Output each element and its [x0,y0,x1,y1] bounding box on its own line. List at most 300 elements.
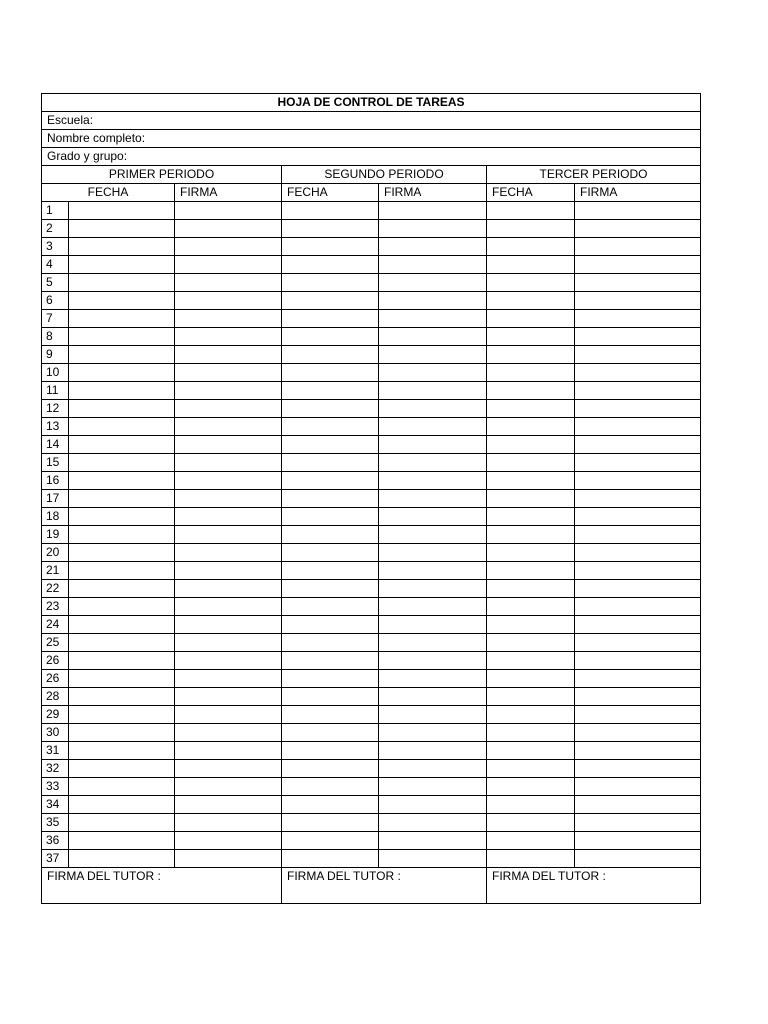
signature-cell-second[interactable] [379,850,487,868]
date-cell-first[interactable] [69,706,175,724]
task-row [42,562,701,580]
date-cell-second[interactable] [282,688,379,706]
row-number: 30 [42,724,69,742]
date-cell-third[interactable] [487,544,575,562]
task-row [42,274,701,292]
date-cell-first[interactable] [69,616,175,634]
row-number: 22 [42,580,69,598]
signature-cell-first[interactable] [175,544,282,562]
signature-cell-second[interactable] [379,616,487,634]
date-cell-third[interactable] [487,364,575,382]
signature-cell-third[interactable] [575,220,701,238]
row-number: 35 [42,814,69,832]
signature-cell-first[interactable] [175,850,282,868]
signature-cell-first[interactable] [175,256,282,274]
date-cell-second[interactable] [282,274,379,292]
date-cell-first[interactable] [69,688,175,706]
signature-cell-third[interactable] [575,562,701,580]
task-row [42,346,701,364]
signature-cell-first[interactable] [175,310,282,328]
signature-cell-second[interactable] [379,580,487,598]
signature-cell-third[interactable] [575,490,701,508]
school-field[interactable]: Escuela: [42,112,701,130]
signature-cell-third[interactable] [575,724,701,742]
date-cell-second[interactable] [282,508,379,526]
date-cell-first[interactable] [69,832,175,850]
date-cell-second[interactable] [282,796,379,814]
date-cell-second[interactable] [282,652,379,670]
signature-cell-second[interactable] [379,436,487,454]
signature-cell-third[interactable] [575,202,701,220]
signature-cell-second[interactable] [379,238,487,256]
date-cell-second[interactable] [282,256,379,274]
date-cell-first[interactable] [69,526,175,544]
date-cell-first[interactable] [69,436,175,454]
signature-cell-second[interactable] [379,508,487,526]
signature-cell-second[interactable] [379,346,487,364]
signature-cell-first[interactable] [175,508,282,526]
signature-header-third: FIRMA [575,184,701,202]
task-row [42,598,701,616]
row-number: 3 [42,238,69,256]
task-row [42,688,701,706]
signature-cell-second[interactable] [379,472,487,490]
task-row [42,670,701,688]
signature-cell-second[interactable] [379,256,487,274]
date-cell-first[interactable] [69,454,175,472]
date-cell-third[interactable] [487,616,575,634]
task-row [42,580,701,598]
signature-cell-second[interactable] [379,382,487,400]
full-name-field[interactable]: Nombre completo: [42,130,701,148]
signature-cell-first[interactable] [175,418,282,436]
signature-cell-third[interactable] [575,616,701,634]
signature-cell-second[interactable] [379,310,487,328]
date-cell-first[interactable] [69,364,175,382]
signature-cell-third[interactable] [575,832,701,850]
signature-cell-third[interactable] [575,742,701,760]
date-cell-second[interactable] [282,814,379,832]
date-cell-first[interactable] [69,508,175,526]
task-row [42,760,701,778]
signature-cell-second[interactable] [379,544,487,562]
tutor-signature-first[interactable]: FIRMA DEL TUTOR : [42,868,282,904]
date-cell-first[interactable] [69,850,175,868]
date-cell-third[interactable] [487,670,575,688]
date-cell-second[interactable] [282,472,379,490]
date-cell-second[interactable] [282,742,379,760]
date-cell-second[interactable] [282,706,379,724]
task-row [42,400,701,418]
date-cell-first[interactable] [69,202,175,220]
signature-cell-first[interactable] [175,328,282,346]
date-cell-first[interactable] [69,778,175,796]
task-row [42,778,701,796]
signature-cell-first[interactable] [175,364,282,382]
signature-cell-second[interactable] [379,814,487,832]
row-number: 11 [42,382,69,400]
signature-cell-third[interactable] [575,850,701,868]
signature-cell-third[interactable] [575,274,701,292]
date-cell-second[interactable] [282,490,379,508]
date-cell-second[interactable] [282,292,379,310]
signature-cell-third[interactable] [575,418,701,436]
signature-cell-third[interactable] [575,436,701,454]
signature-cell-first[interactable] [175,436,282,454]
date-cell-first[interactable] [69,472,175,490]
signature-cell-second[interactable] [379,742,487,760]
date-cell-third[interactable] [487,832,575,850]
date-cell-third[interactable] [487,238,575,256]
date-cell-first[interactable] [69,274,175,292]
date-cell-third[interactable] [487,634,575,652]
signature-cell-first[interactable] [175,274,282,292]
task-row [42,544,701,562]
signature-cell-third[interactable] [575,238,701,256]
row-number: 23 [42,598,69,616]
row-number: 12 [42,400,69,418]
date-cell-second[interactable] [282,598,379,616]
row-number: 2 [42,220,69,238]
task-row [42,418,701,436]
date-cell-third[interactable] [487,274,575,292]
date-cell-third[interactable] [487,760,575,778]
date-cell-second[interactable] [282,634,379,652]
signature-cell-third[interactable] [575,760,701,778]
row-number: 13 [42,418,69,436]
signature-cell-third[interactable] [575,292,701,310]
signature-cell-second[interactable] [379,364,487,382]
date-cell-third[interactable] [487,850,575,868]
signature-cell-first[interactable] [175,832,282,850]
task-row [42,292,701,310]
signature-cell-third[interactable] [575,580,701,598]
date-cell-second[interactable] [282,346,379,364]
date-cell-first[interactable] [69,652,175,670]
task-row [42,472,701,490]
signature-cell-first[interactable] [175,598,282,616]
date-cell-third[interactable] [487,220,575,238]
task-row [42,310,701,328]
date-cell-third[interactable] [487,328,575,346]
date-cell-second[interactable] [282,418,379,436]
task-row [42,328,701,346]
signature-cell-first[interactable] [175,400,282,418]
signature-cell-first[interactable] [175,796,282,814]
period-header-third: TERCER PERIODO [487,166,701,184]
signature-cell-second[interactable] [379,292,487,310]
sheet-title: HOJA DE CONTROL DE TAREAS [42,94,701,112]
task-row [42,508,701,526]
date-cell-second[interactable] [282,850,379,868]
signature-cell-third[interactable] [575,814,701,832]
row-number: 20 [42,544,69,562]
signature-cell-third[interactable] [575,796,701,814]
signature-cell-first[interactable] [175,526,282,544]
row-number: 1 [42,202,69,220]
date-cell-third[interactable] [487,292,575,310]
period-header-second: SEGUNDO PERIODO [282,166,487,184]
date-cell-third[interactable] [487,796,575,814]
date-cell-third[interactable] [487,652,575,670]
signature-cell-third[interactable] [575,598,701,616]
date-cell-second[interactable] [282,328,379,346]
task-row [42,724,701,742]
date-cell-third[interactable] [487,454,575,472]
row-number: 9 [42,346,69,364]
date-cell-second[interactable] [282,580,379,598]
date-cell-first[interactable] [69,490,175,508]
task-row [42,436,701,454]
row-number: 37 [42,850,69,868]
date-cell-second[interactable] [282,238,379,256]
signature-cell-second[interactable] [379,778,487,796]
row-number: 19 [42,526,69,544]
signature-cell-second[interactable] [379,832,487,850]
signature-cell-third[interactable] [575,256,701,274]
date-cell-first[interactable] [69,400,175,418]
signature-cell-first[interactable] [175,220,282,238]
row-number: 4 [42,256,69,274]
task-row [42,814,701,832]
signature-cell-third[interactable] [575,652,701,670]
signature-cell-first[interactable] [175,634,282,652]
tutor-signature-third[interactable]: FIRMA DEL TUTOR : [487,868,701,904]
signature-header-second: FIRMA [379,184,487,202]
grade-group-field[interactable]: Grado y grupo: [42,148,701,166]
signature-cell-first[interactable] [175,670,282,688]
signature-cell-first[interactable] [175,292,282,310]
task-row [42,634,701,652]
date-cell-second[interactable] [282,436,379,454]
row-number: 7 [42,310,69,328]
date-cell-first[interactable] [69,382,175,400]
date-cell-first[interactable] [69,346,175,364]
date-cell-first[interactable] [69,598,175,616]
row-number: 8 [42,328,69,346]
date-cell-third[interactable] [487,706,575,724]
row-number: 5 [42,274,69,292]
period-header-first: PRIMER PERIODO [42,166,282,184]
signature-cell-first[interactable] [175,814,282,832]
date-cell-third[interactable] [487,688,575,706]
date-cell-first[interactable] [69,238,175,256]
date-cell-third[interactable] [487,490,575,508]
row-number: 31 [42,742,69,760]
signature-cell-first[interactable] [175,382,282,400]
row-number: 17 [42,490,69,508]
task-row [42,382,701,400]
date-cell-second[interactable] [282,454,379,472]
signature-cell-third[interactable] [575,328,701,346]
date-header-first: FECHA [42,184,175,202]
signature-cell-second[interactable] [379,418,487,436]
date-cell-second[interactable] [282,310,379,328]
signature-cell-first[interactable] [175,472,282,490]
row-number: 21 [42,562,69,580]
signature-cell-third[interactable] [575,544,701,562]
signature-cell-second[interactable] [379,670,487,688]
date-cell-third[interactable] [487,562,575,580]
date-cell-second[interactable] [282,832,379,850]
signature-cell-second[interactable] [379,796,487,814]
date-cell-third[interactable] [487,310,575,328]
signature-cell-first[interactable] [175,202,282,220]
task-row [42,652,701,670]
date-cell-second[interactable] [282,778,379,796]
task-row [42,238,701,256]
date-cell-third[interactable] [487,508,575,526]
date-cell-second[interactable] [282,544,379,562]
signature-cell-first[interactable] [175,454,282,472]
date-cell-first[interactable] [69,256,175,274]
signature-cell-second[interactable] [379,724,487,742]
date-cell-second[interactable] [282,364,379,382]
date-cell-first[interactable] [69,634,175,652]
signature-cell-first[interactable] [175,238,282,256]
signature-cell-second[interactable] [379,400,487,418]
signature-cell-third[interactable] [575,382,701,400]
signature-cell-third[interactable] [575,310,701,328]
date-cell-second[interactable] [282,202,379,220]
date-cell-third[interactable] [487,814,575,832]
signature-cell-third[interactable] [575,526,701,544]
date-cell-first[interactable] [69,670,175,688]
date-cell-third[interactable] [487,598,575,616]
signature-cell-second[interactable] [379,706,487,724]
signature-cell-first[interactable] [175,562,282,580]
row-number: 6 [42,292,69,310]
signature-cell-first[interactable] [175,616,282,634]
date-cell-first[interactable] [69,310,175,328]
date-cell-second[interactable] [282,724,379,742]
signature-cell-second[interactable] [379,634,487,652]
task-row [42,454,701,472]
row-number: 10 [42,364,69,382]
signature-cell-third[interactable] [575,706,701,724]
date-cell-first[interactable] [69,292,175,310]
date-cell-second[interactable] [282,220,379,238]
date-cell-first[interactable] [69,562,175,580]
signature-cell-second[interactable] [379,526,487,544]
task-row [42,364,701,382]
date-cell-second[interactable] [282,382,379,400]
date-cell-third[interactable] [487,724,575,742]
row-number: 25 [42,634,69,652]
signature-header-first: FIRMA [175,184,282,202]
task-control-sheet [41,93,701,904]
signature-cell-first[interactable] [175,652,282,670]
signature-cell-second[interactable] [379,328,487,346]
date-cell-first[interactable] [69,418,175,436]
signature-cell-first[interactable] [175,706,282,724]
row-number: 32 [42,760,69,778]
signature-cell-third[interactable] [575,778,701,796]
signature-cell-first[interactable] [175,724,282,742]
signature-cell-second[interactable] [379,598,487,616]
date-cell-first[interactable] [69,724,175,742]
task-row [42,796,701,814]
signature-cell-second[interactable] [379,688,487,706]
date-cell-first[interactable] [69,220,175,238]
date-cell-second[interactable] [282,526,379,544]
date-cell-third[interactable] [487,400,575,418]
date-header-third: FECHA [487,184,575,202]
signature-cell-third[interactable] [575,634,701,652]
task-row [42,220,701,238]
date-cell-first[interactable] [69,580,175,598]
signature-cell-second[interactable] [379,220,487,238]
date-cell-first[interactable] [69,544,175,562]
date-cell-third[interactable] [487,436,575,454]
row-number: 26 [42,652,69,670]
task-row [42,616,701,634]
signature-cell-first[interactable] [175,346,282,364]
signature-cell-third[interactable] [575,454,701,472]
tutor-signature-second[interactable]: FIRMA DEL TUTOR : [282,868,487,904]
date-cell-second[interactable] [282,562,379,580]
date-cell-second[interactable] [282,400,379,418]
signature-cell-first[interactable] [175,778,282,796]
date-cell-third[interactable] [487,526,575,544]
signature-cell-second[interactable] [379,562,487,580]
signature-cell-second[interactable] [379,490,487,508]
signature-cell-first[interactable] [175,580,282,598]
signature-cell-first[interactable] [175,490,282,508]
date-cell-second[interactable] [282,760,379,778]
signature-cell-second[interactable] [379,274,487,292]
date-cell-first[interactable] [69,814,175,832]
signature-cell-third[interactable] [575,508,701,526]
date-cell-third[interactable] [487,418,575,436]
date-header-second: FECHA [282,184,379,202]
date-cell-third[interactable] [487,778,575,796]
signature-cell-second[interactable] [379,454,487,472]
date-cell-third[interactable] [487,382,575,400]
signature-cell-third[interactable] [575,346,701,364]
date-cell-third[interactable] [487,472,575,490]
task-row [42,832,701,850]
signature-cell-third[interactable] [575,400,701,418]
date-cell-second[interactable] [282,616,379,634]
signature-cell-first[interactable] [175,742,282,760]
row-number: 26 [42,670,69,688]
signature-cell-second[interactable] [379,652,487,670]
task-row [42,706,701,724]
row-number: 29 [42,706,69,724]
date-cell-first[interactable] [69,742,175,760]
signature-cell-third[interactable] [575,364,701,382]
signature-cell-second[interactable] [379,760,487,778]
row-number: 28 [42,688,69,706]
signature-cell-third[interactable] [575,688,701,706]
signature-cell-second[interactable] [379,202,487,220]
date-cell-second[interactable] [282,670,379,688]
date-cell-third[interactable] [487,742,575,760]
signature-cell-first[interactable] [175,688,282,706]
date-cell-first[interactable] [69,760,175,778]
signature-cell-third[interactable] [575,472,701,490]
date-cell-third[interactable] [487,346,575,364]
date-cell-first[interactable] [69,328,175,346]
signature-cell-first[interactable] [175,760,282,778]
signature-cell-third[interactable] [575,670,701,688]
date-cell-third[interactable] [487,580,575,598]
date-cell-third[interactable] [487,202,575,220]
date-cell-third[interactable] [487,256,575,274]
row-number: 33 [42,778,69,796]
date-cell-first[interactable] [69,796,175,814]
